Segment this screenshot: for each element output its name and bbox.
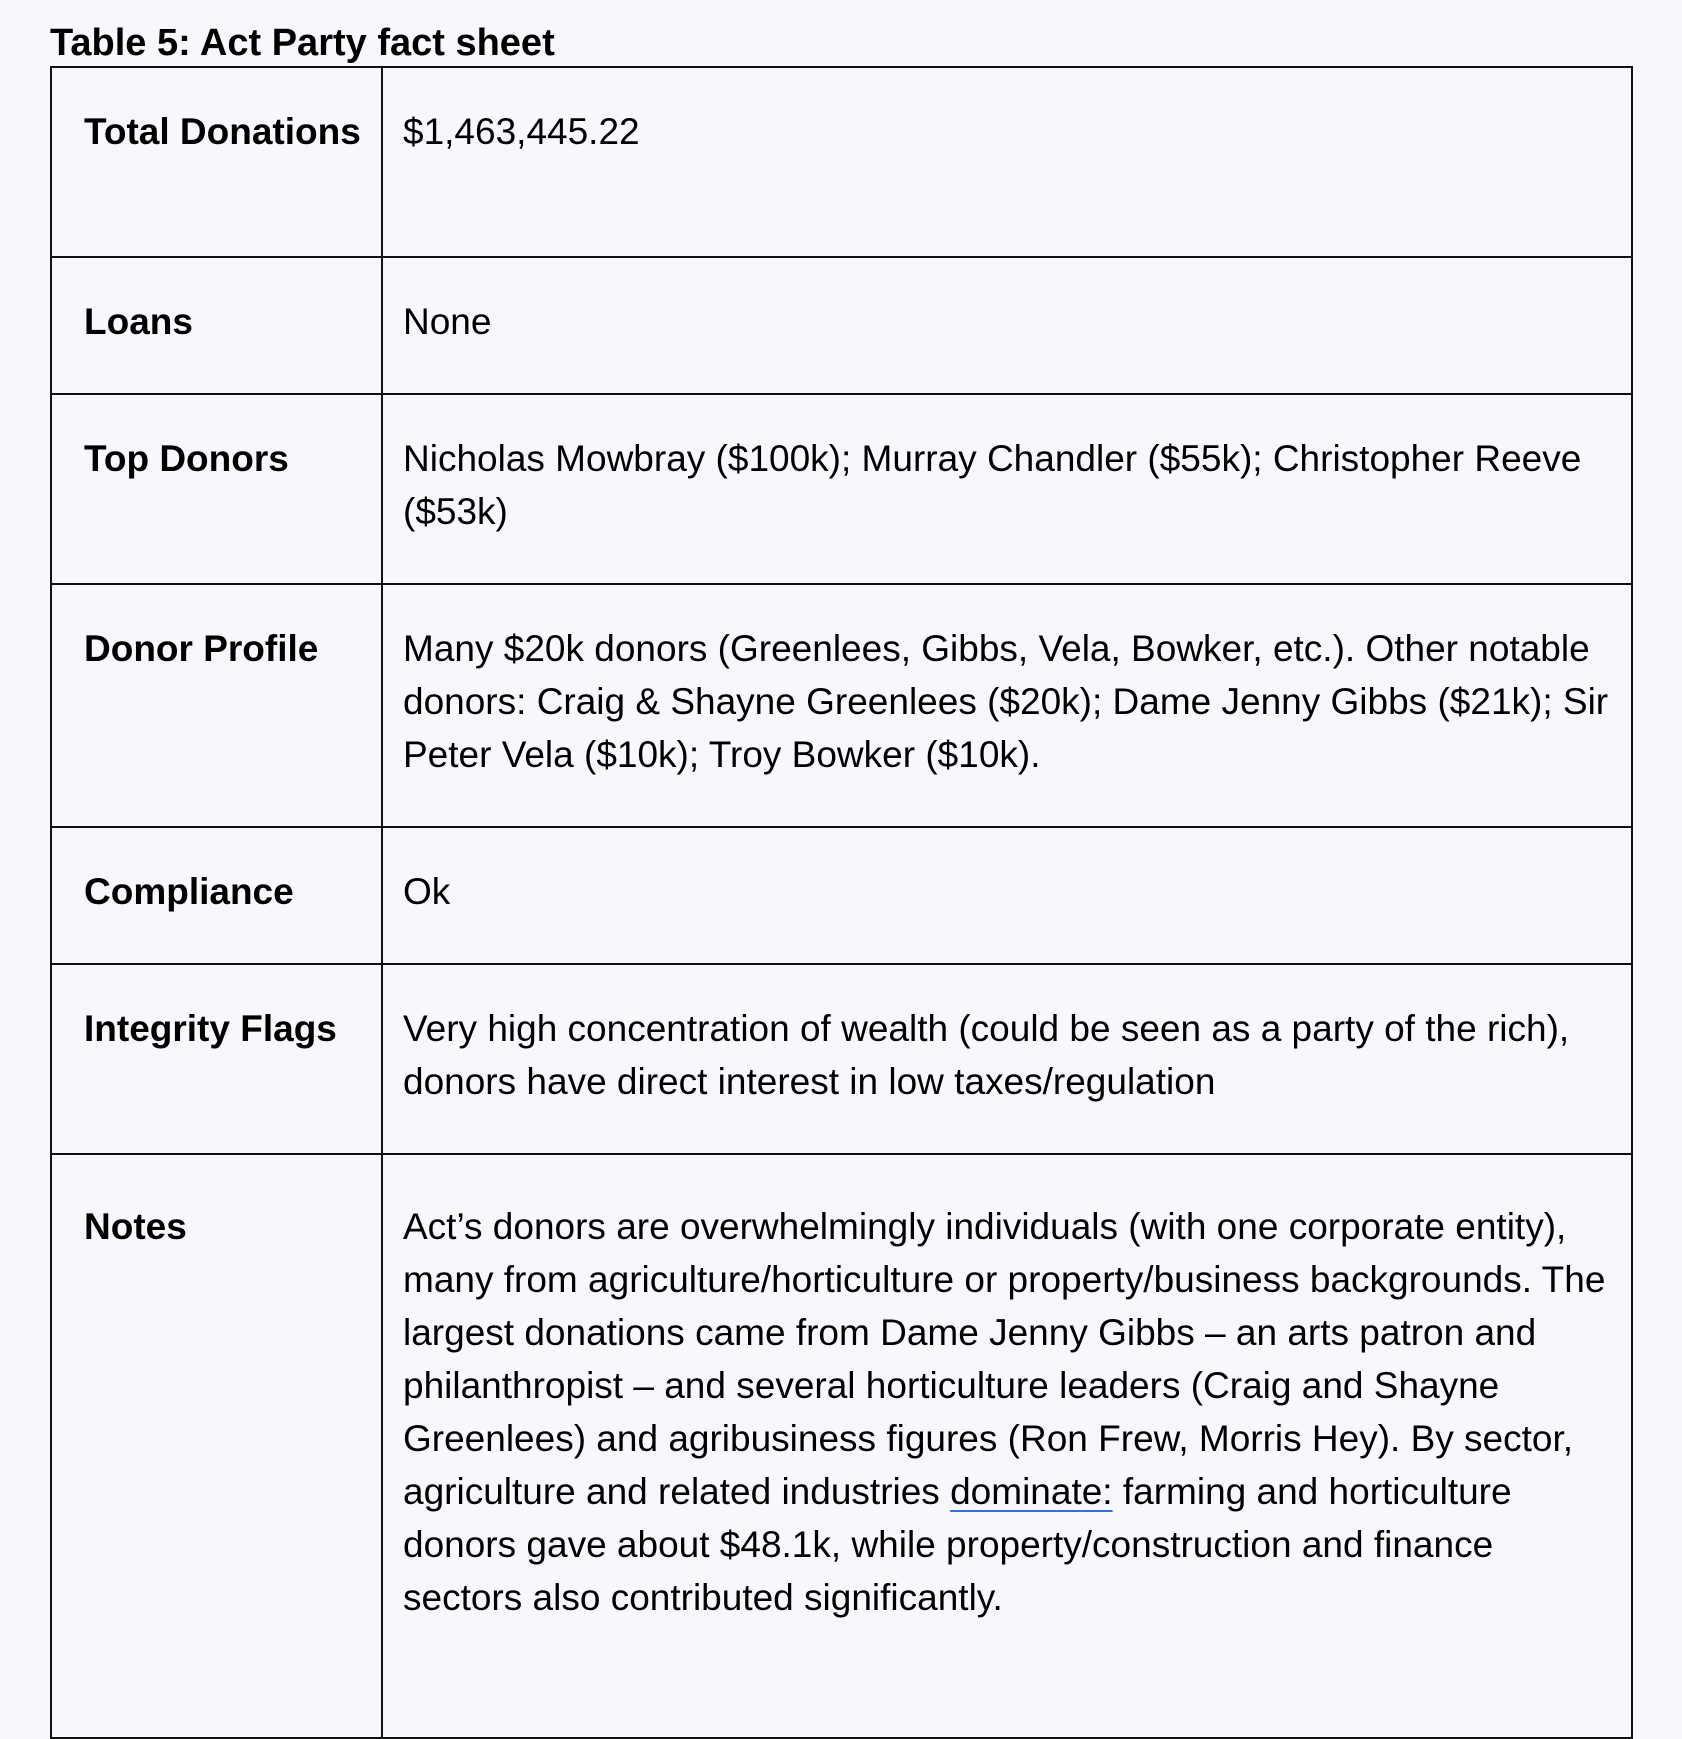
row-value-integrity-flags: Very high concentration of wealth (could be seen as a party of the rich), donors have direct interest in low taxes/regulation	[382, 964, 1632, 1154]
row-value-top-donors: Nicholas Mowbray ($100k); Murray Chandler ($55k); Christopher Reeve ($53k)	[382, 394, 1632, 584]
notes-text-after: farming and horticulture donors gave about $48.1k, while property/construction and finance sectors also contributed significantly.	[403, 1471, 1512, 1618]
row-label-top-donors: Top Donors	[51, 394, 382, 584]
table-row	[51, 584, 1632, 827]
row-value-total-donations: $1,463,445.22	[382, 67, 1632, 257]
row-value-loans: None	[382, 257, 1632, 394]
notes-text-before: Act’s donors are overwhelmingly individuals (with one corporate entity), many from agriculture/horticulture or property/business backgrounds. The largest donations came from Dame Jenny Gibbs – an arts patron and philanthropist – and several horticulture leaders (Craig and Shayne Greenlees) and agribusiness figures (Ron Frew, Morris Hey). By sector, agriculture and related industries	[403, 1206, 1606, 1512]
table-caption: Table 5: Act Party fact sheet	[50, 22, 555, 64]
row-label-donor-profile: Donor Profile	[51, 584, 382, 827]
table-row	[51, 827, 1632, 964]
table-row	[51, 1154, 1632, 1738]
table-row	[51, 964, 1632, 1154]
row-label-loans: Loans	[51, 257, 382, 394]
table-row	[51, 394, 1632, 584]
row-label-notes: Notes	[51, 1154, 382, 1738]
row-label-integrity-flags: Integrity Flags	[51, 964, 382, 1154]
row-value-compliance: Ok	[382, 827, 1632, 964]
table-row	[51, 257, 1632, 394]
table-row	[51, 67, 1632, 257]
row-value-notes	[382, 1154, 1632, 1738]
fact-sheet-table	[50, 66, 1633, 1739]
row-label-total-donations: Total Donations	[51, 67, 382, 257]
row-label-compliance: Compliance	[51, 827, 382, 964]
row-value-donor-profile: Many $20k donors (Greenlees, Gibbs, Vela, Bowker, etc.). Other notable donors: Craig & Shayne Greenlees ($20k); Dame Jenny Gibbs ($21k); Sir Peter Vela ($10k); Troy Bowker ($10k).	[382, 584, 1632, 827]
notes-underlined-word: dominate:	[950, 1471, 1113, 1512]
